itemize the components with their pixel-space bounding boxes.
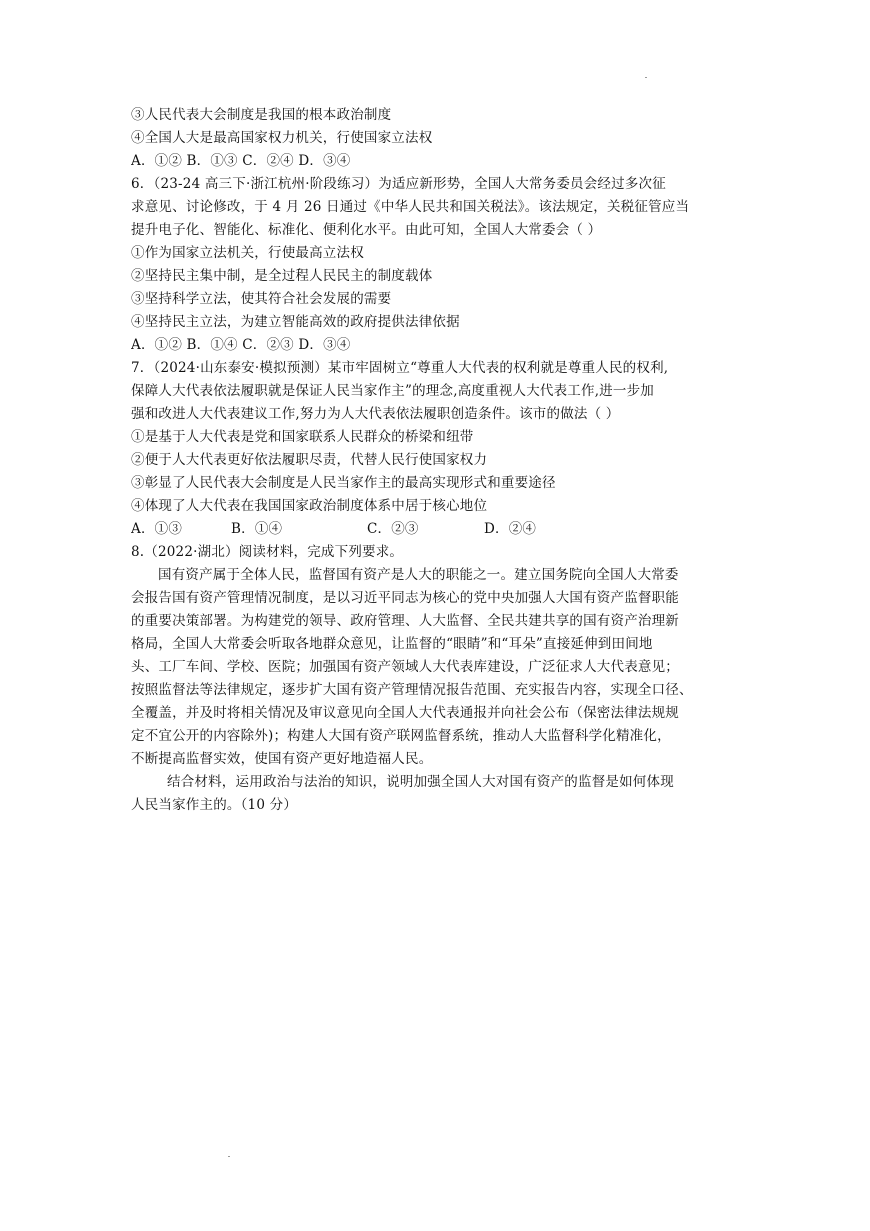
q6-option-1: ①作为国家立法机关，行使最高立法权 <box>131 245 364 261</box>
q7-choice-b: B．①④ <box>231 521 283 537</box>
q7-option-4: ④体现了人大代表在我国国家政治制度体系中居于核心地位 <box>131 498 488 514</box>
q6-option-2: ②坚持民主集中制，是全过程人民民主的制度载体 <box>131 268 433 284</box>
q7-choices <box>131 518 771 541</box>
q8-material-line-3: 的重要决策部署。为构建党的领导、政府管理、人大监督、全民共建共享的国有资产治理新 <box>131 613 679 629</box>
q8-material-line-7: 全覆盖，并及时将相关情况及审议意见向全国人大代表通报并向社会公布（保密法律法规规 <box>131 705 679 721</box>
q6-stem-line-3: 提升电子化、智能化、标准化、便利化水平。由此可知，全国人大常委会（ ） <box>131 222 602 238</box>
q8-material-line-4: 格局，全国人大常委会听取各地群众意见，让监督的“眼睛”和“耳朵”直接延伸到田间地 <box>131 636 653 652</box>
q5-option-3: ③人民代表大会制度是我国的根本政治制度 <box>131 107 392 123</box>
q8-material-line-6: 按照监督法等法律规定，逐步扩大国有资产管理情况报告范围、充实报告内容，实现全口径、 <box>131 682 693 698</box>
q6-stem-line-2: 求意见、讨论修改，于 4 月 26 日通过《中华人民共和国关税法》。该法规定，关税征管应当 <box>131 199 690 215</box>
q8-question-line-2: 人民当家作主的。（10 分） <box>131 797 298 813</box>
q8-material-line-5: 头、工厂车间、学校、医院；加强国有资产领域人大代表库建设，广泛征求人大代表意见； <box>131 659 679 675</box>
q5-option-4: ④全国人大是最高国家权力机关，行使国家立法权 <box>131 130 433 146</box>
scan-speck <box>645 77 647 78</box>
q8-title: 8.（2022·湖北）阅读材料，完成下列要求。 <box>131 544 404 560</box>
q6-stem-line-1: 6．（23-24 高三下·浙江杭州·阶段练习）为适应新形势，全国人大常务委员会经过多次征 <box>131 176 666 192</box>
q6-option-4: ④坚持民主立法，为建立智能高效的政府提供法律依据 <box>131 314 460 330</box>
q6-choices: A．①② B．①④ C．②③ D．③④ <box>131 337 351 353</box>
q7-option-3: ③彰显了人民代表大会制度是人民当家作主的最高实现形式和重要途径 <box>131 475 556 491</box>
q7-stem-line-2: 保障人大代表依法履职就是保证人民当家作主”的理念,高度重视人大代表工作,进一步加 <box>131 383 654 399</box>
q7-stem-line-3: 强和改进人大代表建议工作,努力为人大代表依法履职创造条件。该市的做法（ ） <box>131 406 620 422</box>
q7-choice-a: A．①③ <box>131 521 183 537</box>
q7-stem-line-1: 7．（2024·山东泰安·模拟预测）某市牢固树立“尊重人大代表的权利就是尊重人民的权利, <box>131 360 669 376</box>
q6-option-3: ③坚持科学立法，使其符合社会发展的需要 <box>131 291 392 307</box>
q7-choice-c: C．②③ <box>367 521 419 537</box>
scan-speck <box>228 1156 230 1157</box>
q8-question-line-1: 结合材料，运用政治与法治的知识，说明加强全国人大对国有资产的监督是如何体现 <box>167 774 674 790</box>
q8-material-line-2: 会报告国有资产管理情况制度，是以习近平同志为核心的党中央加强人大国有资产监督职能 <box>131 590 679 606</box>
q8-material-line-8: 定不宜公开的内容除外)；构建人大国有资产联网监督系统，推动人大监督科学化精准化， <box>131 728 671 744</box>
q7-choice-d: D．②④ <box>484 521 537 537</box>
q7-option-1: ①是基于人大代表是党和国家联系人民群众的桥梁和纽带 <box>131 429 474 445</box>
q8-material-line-1: 国有资产属于全体人民，监督国有资产是人大的职能之一。建立国务院向全国人大常委 <box>158 567 679 583</box>
exam-content <box>131 104 771 817</box>
q5-choices: A．①② B．①③ C．②④ D．③④ <box>131 153 351 169</box>
q7-option-2: ②便于人大代表更好依法履职尽责，代替人民行使国家权力 <box>131 452 488 468</box>
q8-material-line-9: 不断提高监督实效，使国有资产更好地造福人民。 <box>131 751 433 767</box>
